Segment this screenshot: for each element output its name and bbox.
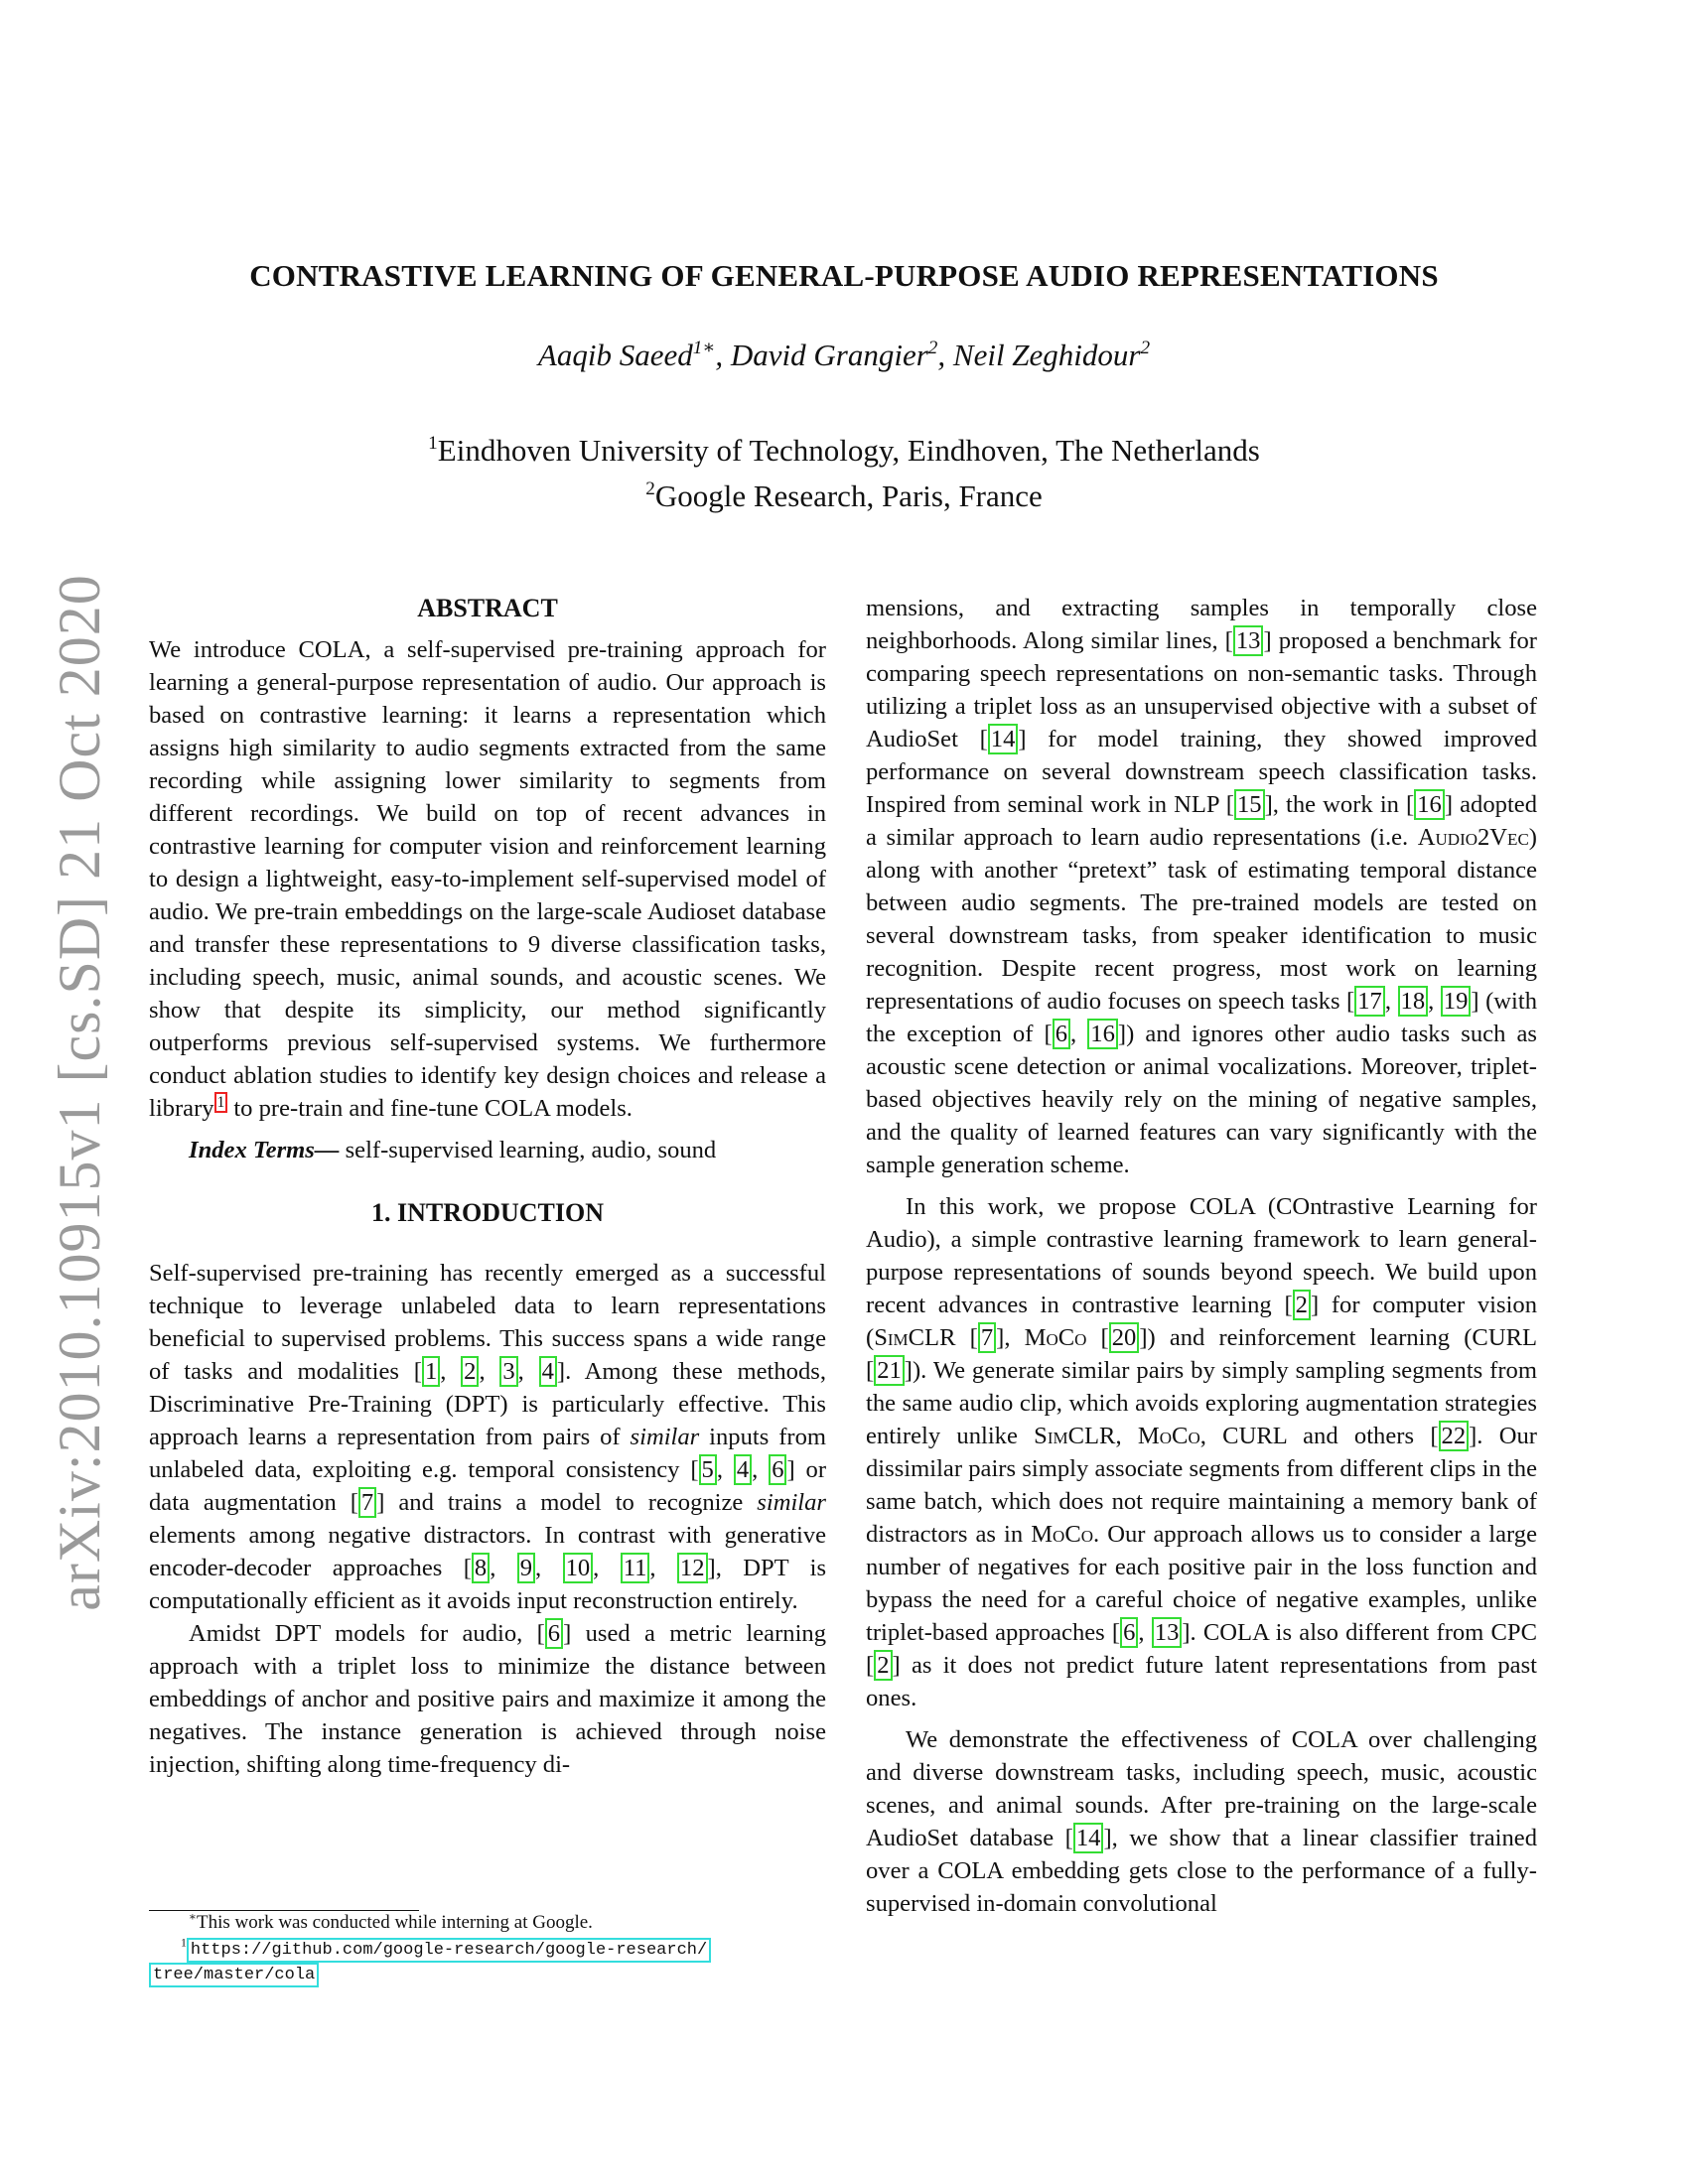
body-text: ], the work in [ xyxy=(1264,791,1415,818)
citation-link[interactable]: 12 xyxy=(677,1553,708,1583)
intro-paragraph-1 xyxy=(149,1257,826,1617)
introduction-heading: 1. INTRODUCTION xyxy=(370,1198,605,1227)
body-text: ]) and ignores other audio tasks such as acoustic scene detection or animal vocalizations. Moreover, triplet-based objectives heavily rely on the mining of negative samples, and the quality of learned features can vary significantly with the sample generation scheme. xyxy=(866,1021,1537,1178)
arxiv-identifier-text: arXiv:2010.10915v1 [cs.SD] 21 Oct 2020 xyxy=(46,573,112,1611)
emphasis-text: similar xyxy=(757,1489,826,1516)
body-text: ] and trains a model to recognize xyxy=(376,1489,758,1516)
abstract-text: to pre-train and fine-tune COLA models. xyxy=(227,1095,633,1122)
author-separator: , xyxy=(715,338,731,372)
index-terms-label: Index Terms— xyxy=(189,1137,340,1163)
intro-paragraph-3 xyxy=(866,1190,1537,1714)
citation-link[interactable]: 2 xyxy=(461,1356,479,1387)
footnote-marker: 1 xyxy=(181,1936,187,1950)
paper-title: CONTRASTIVE LEARNING OF GENERAL-PURPOSE AUDIO REPRESENTATIONS xyxy=(249,258,1439,293)
body-text: ]. Among these methods, Discriminative Pre-Training (DPT) is particularly effective. This approach learns a representation from pairs of xyxy=(149,1358,826,1450)
small-caps-term: SimCLR xyxy=(1034,1423,1116,1449)
body-text: [ xyxy=(955,1324,978,1351)
affiliation-2 xyxy=(149,478,1539,514)
footnote-2 xyxy=(149,1938,844,1987)
citation-link[interactable]: 20 xyxy=(1109,1322,1140,1353)
left-column xyxy=(149,592,826,1781)
body-text: , xyxy=(752,1456,770,1483)
citation-link[interactable]: 9 xyxy=(517,1553,535,1583)
citation-link[interactable]: 21 xyxy=(874,1355,905,1386)
body-text: , xyxy=(649,1555,677,1581)
citation-link[interactable]: 2 xyxy=(1293,1290,1311,1320)
body-text: inputs from unlabeled data, exploiting e.g. temporal consistency [ xyxy=(149,1424,827,1483)
body-text: ] as it does not predict future latent representations from past ones. xyxy=(866,1652,1537,1711)
body-text: In this work, we propose COLA (COntrastive Learning for Audio), a simple contrastive learning framework to learn general-purpose representations of sounds beyond speech. We build upon recent advances in contrastive learning [ xyxy=(866,1193,1537,1318)
author-name: David Grangier xyxy=(730,338,928,372)
body-text: mensions, and extracting samples in temporally close neighborhoods. Along similar lines, [ xyxy=(866,595,1537,654)
abstract-text: We introduce COLA, a self-supervised pre-training approach for learning a general-purpose representation of audio. Our approach is based on contrastive learning: it learns a representation which assigns high similarity to audio segments extracted from the same recording while assigning lower similarity to segments from different recordings. We build on top of recent advances in contrastive learning for computer vision and reinforcement learning to design a lightweight, easy-to-implement self-supervised model of audio. We pre-train embeddings on the large-scale Audioset database and transfer these representations to 9 diverse classification tasks, including speech, music, animal sounds, and acoustic scenes. We show that despite its simplicity, our method significantly outperforms previous self-supervised systems. We furthermore conduct ablation studies to identify key design choices and release a library xyxy=(149,636,826,1122)
small-caps-term: Audio2Vec xyxy=(1417,824,1529,851)
citation-link[interactable]: 16 xyxy=(1087,1019,1118,1049)
affiliation-1 xyxy=(149,433,1539,469)
body-text: , xyxy=(479,1358,500,1385)
citation-link[interactable]: 4 xyxy=(734,1454,752,1485)
body-text: , xyxy=(1428,988,1441,1015)
body-text: ] for computer vision ( xyxy=(866,1292,1537,1351)
body-text: elements among negative distractors. In contrast with generative encoder-decoder approaches [ xyxy=(149,1522,826,1581)
footnote-1-link[interactable]: 1 xyxy=(214,1092,228,1113)
citation-link[interactable]: 2 xyxy=(874,1650,892,1681)
author-name: Aaqib Saeed xyxy=(537,338,693,372)
body-text: ], DPT is computationally efficient as it avoids input reconstruction entirely. xyxy=(149,1555,827,1614)
small-caps-term: MoCo xyxy=(1024,1324,1087,1351)
body-text: . Our approach allows us to consider a large number of negatives for each positive pair in the loss function and bypass the need for a careful choice of negative examples, unlike triplet-based approaches [ xyxy=(866,1521,1537,1646)
author-name: Neil Zeghidour xyxy=(952,338,1141,372)
small-caps-term: SimCLR xyxy=(874,1324,956,1351)
intro-paragraph-4 xyxy=(866,1723,1537,1920)
abstract-body xyxy=(149,633,826,1125)
citation-link[interactable]: 22 xyxy=(1439,1421,1470,1451)
citation-link[interactable]: 7 xyxy=(978,1322,996,1353)
citation-link[interactable]: 6 xyxy=(545,1618,563,1649)
intro-paragraph-2-continued xyxy=(866,592,1537,1181)
index-terms xyxy=(149,1134,826,1166)
index-terms-list: self-supervised learning, audio, sound xyxy=(339,1137,717,1163)
citation-link[interactable]: 19 xyxy=(1441,986,1472,1017)
body-text: , CURL and others [ xyxy=(1199,1423,1439,1449)
citation-link[interactable]: 14 xyxy=(1073,1823,1104,1853)
body-text: We demonstrate the effectiveness of COLA over challenging and diverse downstream tasks, including speech, music, acoustic scenes, and animal sounds. After pre-training on the large-scale AudioSet database [ xyxy=(866,1726,1537,1851)
intro-paragraph-2-start xyxy=(149,1617,826,1781)
citation-link[interactable]: 10 xyxy=(563,1553,594,1583)
body-text: , xyxy=(517,1358,539,1385)
body-text: , xyxy=(535,1555,563,1581)
author-list xyxy=(149,338,1539,373)
citation-link[interactable]: 8 xyxy=(472,1553,490,1583)
citation-link[interactable]: 4 xyxy=(539,1356,557,1387)
citation-link[interactable]: 16 xyxy=(1414,789,1445,820)
github-repository-link-continued[interactable]: tree/master/cola xyxy=(149,1963,319,1987)
citation-link[interactable]: 15 xyxy=(1234,789,1265,820)
body-text: ] for model training, they showed improved performance on several downstream speech classification tasks. Inspired from seminal work in NLP [ xyxy=(866,726,1537,818)
author-affiliation-mark: 1∗ xyxy=(692,338,716,359)
body-text: ] adopted a similar approach to learn audio representations (i.e. xyxy=(866,791,1537,851)
affiliation-mark: 2 xyxy=(645,478,655,500)
footnote-marker: ∗ xyxy=(189,1910,197,1924)
citation-link[interactable]: 6 xyxy=(1120,1617,1138,1648)
body-text: , xyxy=(716,1456,734,1483)
affiliation-text: Google Research, Paris, France xyxy=(654,478,1043,513)
body-text: ] used a metric learning approach with a triplet loss to minimize the distance between embeddings of anchor and positive pairs and maximize it among the negatives. The instance generation is achieved through noise injection, shifting along time-frequency di- xyxy=(149,1620,826,1778)
author-affiliation-mark: 2 xyxy=(927,338,938,359)
citation-link[interactable]: 17 xyxy=(1354,986,1385,1017)
body-text: ]. Our dissimilar pairs simply associate segments from different clips in the same batch, which does not require maintaining a memory bank of distractors as in xyxy=(866,1423,1537,1548)
body-text: , xyxy=(1070,1021,1088,1047)
citation-link[interactable]: 3 xyxy=(499,1356,517,1387)
body-text: ]) and reinforcement learning (CURL [ xyxy=(866,1324,1538,1384)
body-text: ] (with the exception of [ xyxy=(866,988,1537,1047)
footnotes xyxy=(149,1912,844,1987)
body-text: ]. COLA is also different from CPC [ xyxy=(866,1619,1537,1679)
abstract-heading: ABSTRACT xyxy=(417,594,558,622)
citation-link[interactable]: 5 xyxy=(699,1454,717,1485)
citation-link[interactable]: 6 xyxy=(1053,1019,1070,1049)
right-column xyxy=(866,592,1537,1920)
author-separator: , xyxy=(937,338,953,372)
body-text: , xyxy=(1115,1423,1138,1449)
citation-link[interactable]: 1 xyxy=(422,1356,440,1387)
affiliation-text: Eindhoven University of Technology, Eindhoven, The Netherlands xyxy=(437,433,1260,468)
body-text: ], we show that a linear classifier trained over a COLA embedding gets close to the performance of a fully-supervised in-domain convolutional xyxy=(866,1825,1537,1917)
footnote-1 xyxy=(149,1912,844,1934)
body-text: , xyxy=(593,1555,621,1581)
arxiv-identifier-stamp xyxy=(46,573,112,1611)
footnote-text: This work was conducted while interning at Google. xyxy=(197,1912,593,1933)
body-text: [ xyxy=(1086,1324,1109,1351)
body-text: , xyxy=(1384,988,1398,1015)
body-text: Amidst DPT models for audio, [ xyxy=(189,1620,545,1647)
citation-link[interactable]: 6 xyxy=(769,1454,786,1485)
small-caps-term: MoCo xyxy=(1031,1521,1094,1548)
citation-link[interactable]: 13 xyxy=(1233,625,1264,656)
citation-link[interactable]: 13 xyxy=(1152,1617,1183,1648)
body-text: , xyxy=(490,1555,517,1581)
emphasis-text: similar xyxy=(630,1424,700,1450)
citation-link[interactable]: 11 xyxy=(621,1553,650,1583)
body-text: ] or data augmentation [ xyxy=(149,1456,827,1516)
affiliation-mark: 1 xyxy=(428,433,438,455)
body-text: ) along with another “pretext” task of estimating temporal distance between audio segments. The pre-trained models are tested on several downstream tasks, from speaker identification to music recognition. Despite recent progress, most work on learning representations of audio focuses on speech tasks [ xyxy=(866,824,1537,1015)
citation-link[interactable]: 14 xyxy=(988,724,1019,754)
body-text: ]). We generate similar pairs by simply sampling segments from the same audio clip, which avoids exploring augmentation strategies entirely unlike xyxy=(866,1357,1537,1449)
body-text: ], xyxy=(996,1324,1025,1351)
github-repository-link[interactable]: https://github.com/google-research/google-research/ xyxy=(187,1938,711,1963)
body-text: ] proposed a benchmark for comparing speech representations on non-semantic tasks. Through utilizing a triplet loss as an unsupervised objective with a subset of AudioSet [ xyxy=(866,627,1537,752)
body-text: , xyxy=(1138,1619,1152,1646)
citation-link[interactable]: 18 xyxy=(1398,986,1429,1017)
citation-link[interactable]: 7 xyxy=(358,1487,376,1518)
small-caps-term: MoCo xyxy=(1137,1423,1200,1449)
body-text: , xyxy=(440,1358,462,1385)
author-affiliation-mark: 2 xyxy=(1140,338,1151,359)
body-text: Self-supervised pre-training has recently emerged as a successful technique to leverage unlabeled data to learn representations beneficial to supervised problems. This success spans a wide range of tasks and modalities [ xyxy=(149,1260,826,1385)
